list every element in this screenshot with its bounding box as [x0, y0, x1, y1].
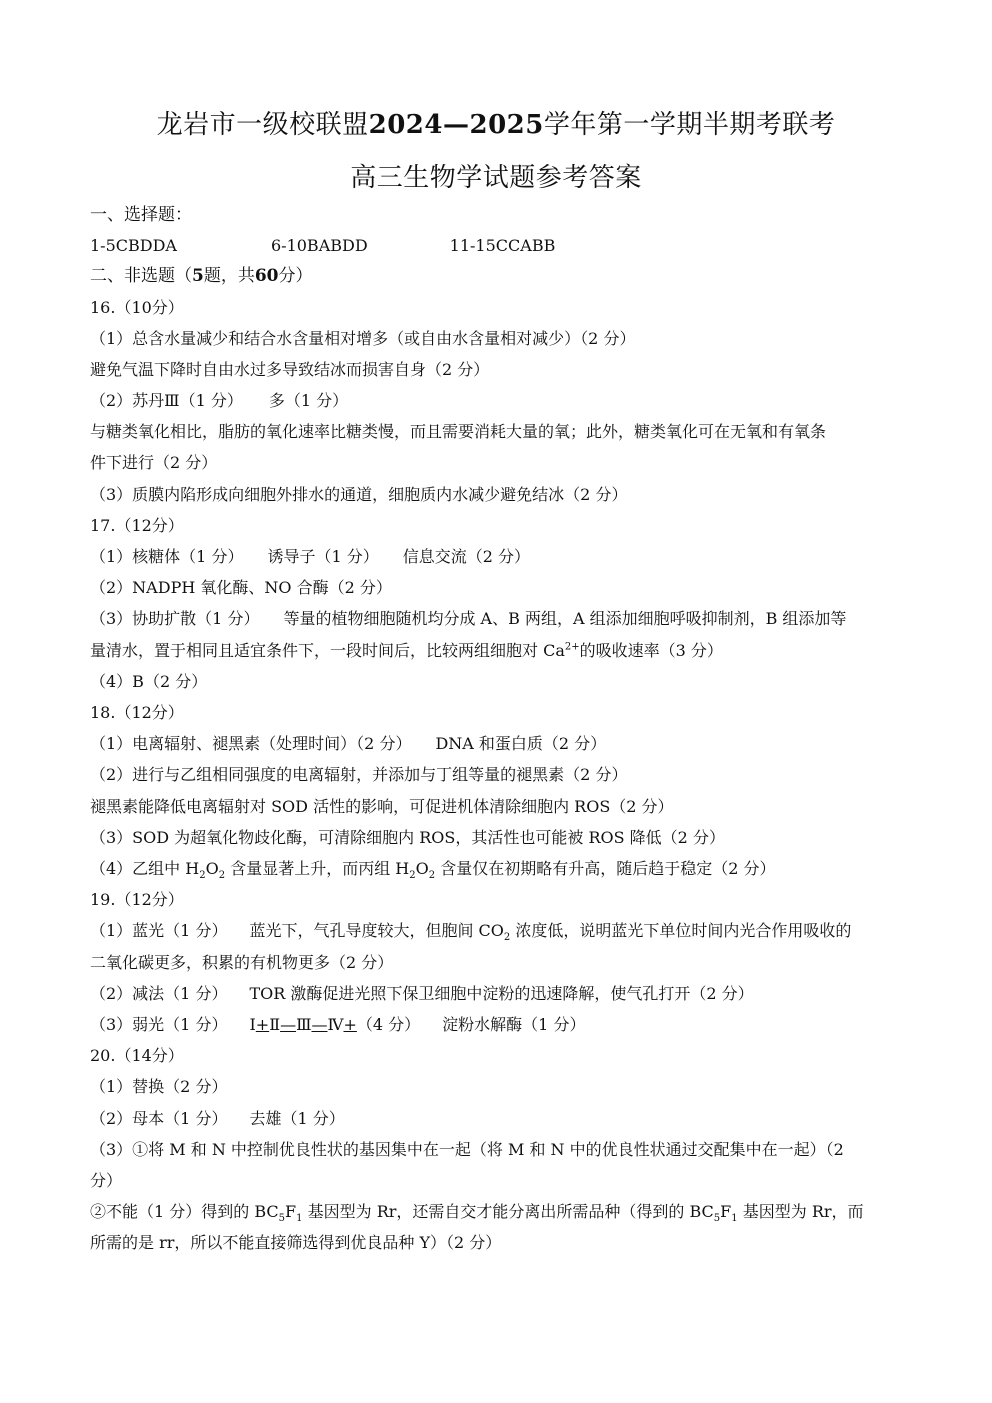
s2-pre: 二、非选题（: [90, 266, 192, 286]
q20-line: 所需的是 rr，所以不能直接筛选得到优良品种 Y）（2 分）: [90, 1233, 502, 1252]
q20-line: [90, 1201, 902, 1223]
q20-line: 分）: [90, 1171, 123, 1190]
choice-answers: [90, 235, 902, 257]
q20-line: （1）替换（2 分）: [90, 1077, 228, 1096]
q19-seq: Ⅲ: [296, 1015, 312, 1034]
title-year: 2024—2025: [368, 110, 544, 140]
title-suffix: 学年第一学期半期考联考: [543, 110, 836, 140]
answers-1-5: 1-5CBDDA: [90, 236, 177, 255]
q20-subscript: 1: [296, 1213, 303, 1225]
q18-line: 褪黑素能降低电离辐射对 SOD 活性的影响，可促进机体清除细胞内 ROS（2 分）: [90, 797, 674, 816]
q19-part: （1）蓝光（1 分）: [90, 921, 228, 940]
q16-line: 与糖类氧化相比，脂肪的氧化速率比糖类慢，而且需要消耗大量的氧；此外，糖类氧化可在无氧和有氧条: [90, 422, 827, 441]
s2-mid: 题，共: [203, 266, 255, 286]
answers-11-15: 11-15CCABB: [449, 236, 556, 255]
q18-subscript: 2: [428, 870, 436, 882]
q18-part: 含量仅在初期略有升高，随后趋于稳定（2 分）: [435, 859, 776, 878]
q16-line: （3）质膜内陷形成向细胞外排水的通道，细胞质内水减少避免结冰（2 分）: [90, 485, 628, 504]
q20-heading: 20.（14分）: [90, 1046, 184, 1065]
section-1-heading: 一、选择题：: [90, 205, 192, 225]
q17-line: [90, 546, 902, 568]
q19-line: [90, 920, 902, 942]
q19-heading: 19.（12分）: [90, 890, 184, 909]
s2-count: 5: [192, 266, 204, 286]
q18-part: （1）电离辐射、褪黑素（处理时间）（2 分）: [90, 734, 412, 753]
q19-seq: +: [343, 1015, 357, 1034]
q19-seq: I: [249, 1015, 256, 1034]
q16-line: 避免气温下降时自由水过多导致结冰而损害自身（2 分）: [90, 360, 490, 379]
q20-part: 去雄（1 分）: [249, 1109, 345, 1128]
q19-part: 浓度低，说明蓝光下单位时间内光合作用吸收的: [510, 921, 852, 940]
q20-part: （2）母本（1 分）: [90, 1109, 228, 1128]
q16-part: 多（1 分）: [268, 391, 349, 410]
q18-subscript: 2: [409, 870, 416, 882]
q18-line: [90, 733, 902, 755]
q16-line: [90, 390, 902, 412]
q17-line: （2）NADPH 氧化酶、NO 合酶（2 分）: [90, 578, 392, 597]
q19-seq: （4 分）: [356, 1015, 421, 1034]
q17-part: 的吸收速率（3 分）: [579, 641, 723, 660]
q17-part: 信息交流（2 分）: [402, 547, 531, 566]
q20-part: 基因型为 Rr，还需自交才能分离出所需品种（得到的 BC: [302, 1202, 714, 1221]
q18-part: DNA 和蛋白质（2 分）: [435, 734, 607, 753]
q18-part: O: [205, 859, 219, 878]
q18-subscript: 2: [199, 870, 206, 882]
q16-line: （1）总含水量减少和结合水含量相对增多（或自由水含量相对减少）（2 分）: [90, 329, 636, 348]
q17-line: （4）B（2 分）: [90, 672, 208, 691]
q17-line: [90, 608, 902, 630]
q20-part: 基因型为 Rr，而: [737, 1202, 864, 1221]
q16-part: （2）苏丹Ⅲ（1 分）: [90, 391, 243, 410]
answers-6-10: 6-10BABDD: [270, 236, 368, 255]
q19-seq: Ⅳ: [327, 1015, 344, 1034]
q20-subscript: 5: [713, 1213, 721, 1225]
q19-seq: +: [255, 1015, 270, 1034]
q19-part: TOR 激酶促进光照下保卫细胞中淀粉的迅速降解，使气孔打开（2 分）: [249, 984, 754, 1003]
q18-line: （2）进行与乙组相同强度的电离辐射，并添加与丁组等量的褪黑素（2 分）: [90, 765, 628, 784]
s2-score: 60: [254, 266, 279, 286]
q20-part: F: [285, 1202, 297, 1221]
q18-line: [90, 858, 902, 880]
q17-part: 等量的植物细胞随机均分成 A、B 两组，A 组添加细胞呼吸抑制剂，B 组添加等: [283, 609, 847, 628]
q17-part: 量清水，置于相同且适宜条件下，一段时间后，比较两组细胞对 Ca: [90, 641, 565, 660]
q17-part: 诱导子（1 分）: [267, 547, 379, 566]
q18-part: O: [415, 859, 429, 878]
title-prefix: 龙岩市一级校联盟: [156, 110, 369, 140]
section-2-heading: [90, 265, 902, 287]
q18-part: 含量显著上升，而丙组 H: [225, 859, 410, 878]
q19-seq: —: [280, 1015, 297, 1034]
q20-line: （3）①将 M 和 N 中控制优良性状的基因集中在一起（将 M 和 N 中的优良性状通过交配集中在一起）（2: [90, 1140, 844, 1159]
q19-line: [90, 983, 902, 1005]
q19-part: 淀粉水解酶（1 分）: [442, 1015, 586, 1034]
q18-line: （3）SOD 为超氧化物歧化酶，可清除细胞内 ROS，其活性也可能被 ROS 降低（2 分）: [90, 828, 725, 847]
q20-subscript: 1: [731, 1213, 738, 1225]
q16-line: 件下进行（2 分）: [90, 453, 218, 472]
q16-heading: 16.（10分）: [90, 298, 184, 317]
s2-post: 分）: [278, 266, 313, 286]
q17-superscript: 2+: [564, 641, 580, 653]
q17-part: （1）核糖体（1 分）: [90, 547, 244, 566]
q17-line: [90, 640, 902, 662]
q20-line: [90, 1108, 902, 1130]
q18-part: （4）乙组中 H: [90, 859, 200, 878]
q20-part: F: [720, 1202, 732, 1221]
q19-line: [90, 1014, 902, 1036]
q19-subscript: 2: [503, 932, 511, 944]
q20-subscript: 5: [278, 1213, 286, 1225]
page-title: [0, 104, 992, 141]
q19-part: （2）减法（1 分）: [90, 984, 228, 1003]
q19-seq: Ⅱ: [269, 1015, 281, 1034]
q17-heading: 17.（12分）: [90, 516, 184, 535]
q17-part: （3）协助扩散（1 分）: [90, 609, 260, 628]
q20-part: ②不能（1 分）得到的 BC: [90, 1202, 279, 1221]
page-subtitle: 高三生物学试题参考答案: [350, 163, 642, 193]
q19-seq: —: [311, 1015, 328, 1034]
q19-part: （3）弱光（1 分）: [90, 1015, 228, 1034]
q18-subscript: 2: [218, 870, 226, 882]
q19-part: 蓝光下，气孔导度较大，但胞间 CO: [249, 921, 504, 940]
q18-heading: 18.（12分）: [90, 703, 184, 722]
q19-line: 二氧化碳更多，积累的有机物更多（2 分）: [90, 953, 394, 972]
